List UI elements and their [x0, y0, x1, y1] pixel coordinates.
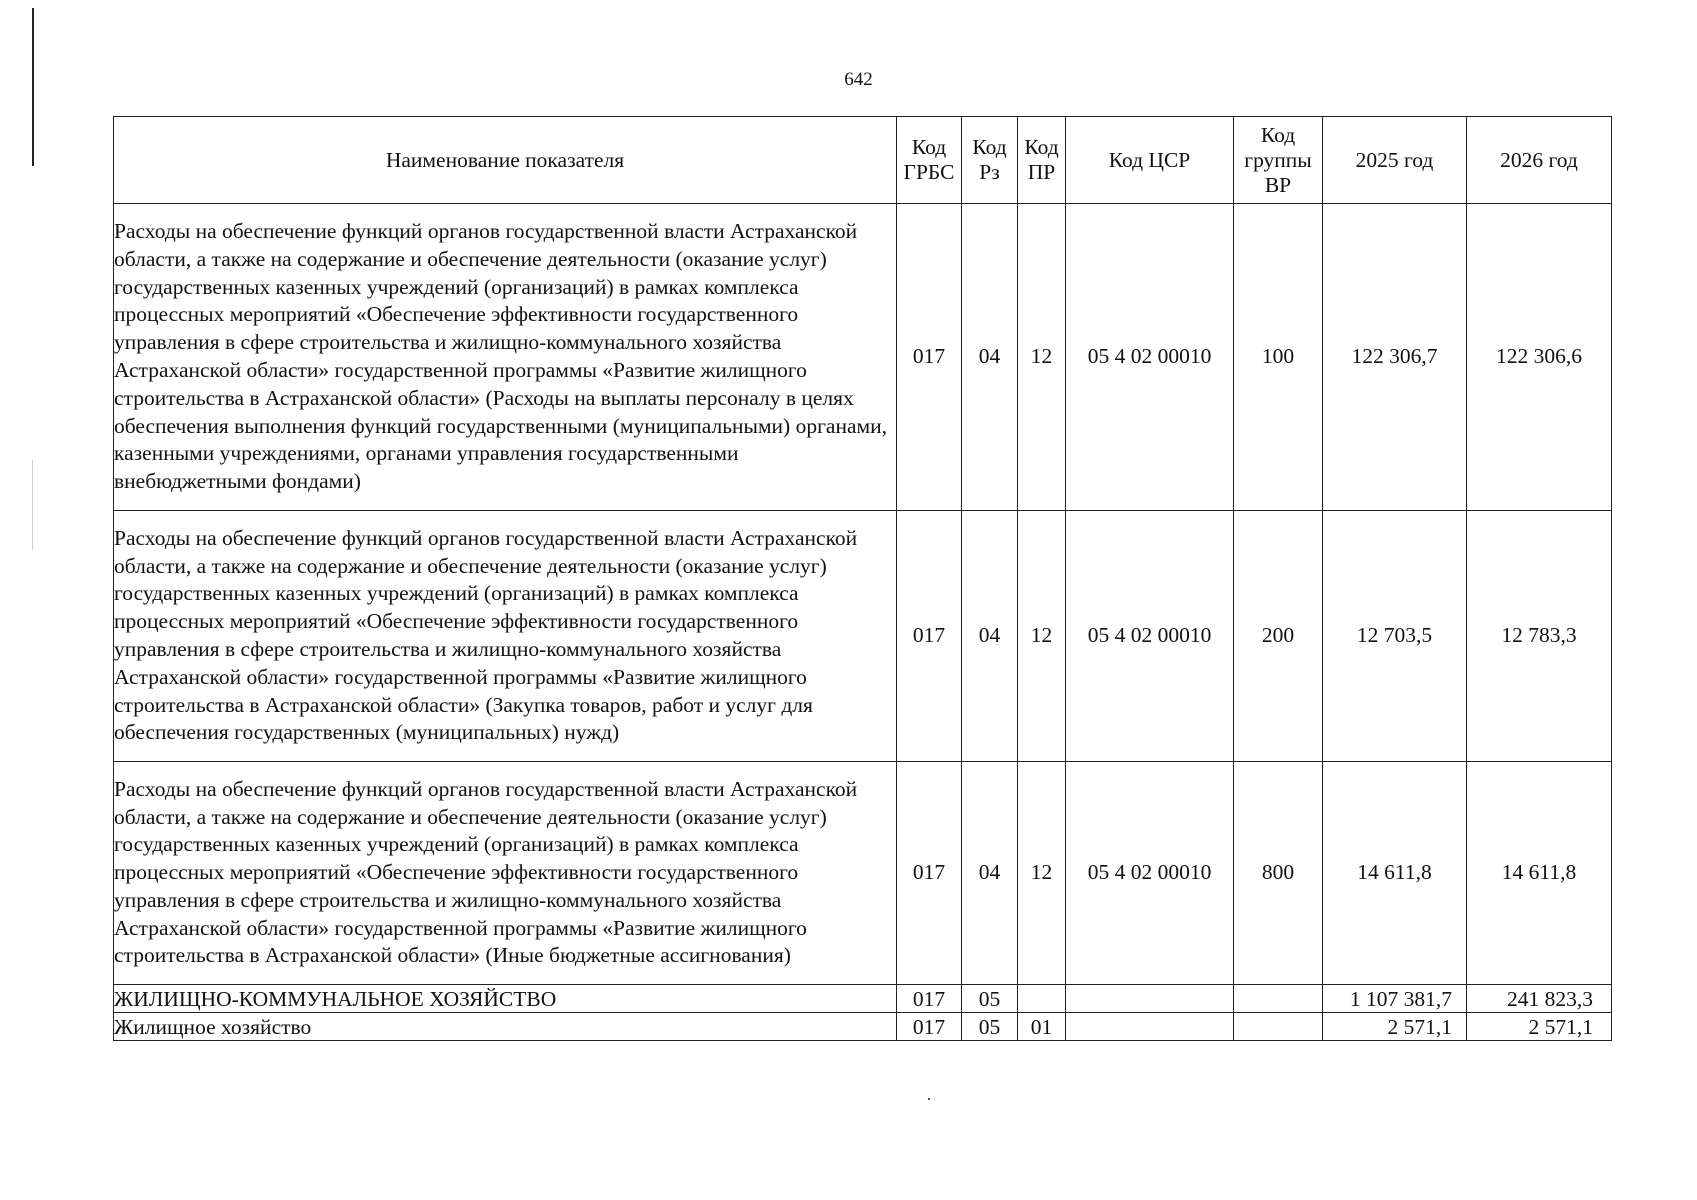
scan-margin-mark	[32, 460, 33, 550]
row-csr	[1066, 1013, 1234, 1041]
row-2026: 14 611,8	[1467, 762, 1612, 985]
row-2025: 12 703,5	[1323, 511, 1467, 762]
row-grbs: 017	[897, 204, 962, 511]
row-pr: 12	[1018, 204, 1066, 511]
header-csr: Код ЦСР	[1066, 117, 1234, 204]
row-vr: 800	[1234, 762, 1323, 985]
budget-table	[113, 116, 1612, 1041]
row-name: ЖИЛИЩНО-КОММУНАЛЬНОЕ ХОЗЯЙСТВО	[114, 985, 897, 1013]
row-2025: 14 611,8	[1323, 762, 1467, 985]
row-vr	[1234, 985, 1323, 1013]
row-vr: 200	[1234, 511, 1323, 762]
table-header-row	[114, 117, 1612, 204]
row-csr: 05 4 02 00010	[1066, 204, 1234, 511]
row-name: Расходы на обеспечение функций органов государственной власти Астраханской области, а также на содержание и обеспечение деятельности (оказание услуг) государственных казенных учреждений (организаций) в рамках комплекса процессных мероприятий «Обеспечение эффективности государственного управления в сфере строительства и жилищно-коммунального хозяйства Астраханской области» государственной программы «Развитие жилищного строительства в Астраханской области» (Иные бюджетные ассигнования)	[114, 762, 897, 985]
row-rz: 05	[962, 1013, 1018, 1041]
header-rz: Код Рз	[962, 117, 1018, 204]
row-grbs: 017	[897, 1013, 962, 1041]
row-pr: 12	[1018, 511, 1066, 762]
page-number: 642	[844, 69, 873, 90]
row-2025: 2 571,1	[1323, 1013, 1467, 1041]
row-vr: 100	[1234, 204, 1323, 511]
scan-speck	[928, 1098, 930, 1100]
row-name: Жилищное хозяйство	[114, 1013, 897, 1041]
row-rz: 04	[962, 204, 1018, 511]
row-2025: 1 107 381,7	[1323, 985, 1467, 1013]
row-csr	[1066, 985, 1234, 1013]
row-2026: 12 783,3	[1467, 511, 1612, 762]
header-2026: 2026 год	[1467, 117, 1612, 204]
row-grbs: 017	[897, 762, 962, 985]
row-pr: 01	[1018, 1013, 1066, 1041]
row-pr	[1018, 985, 1066, 1013]
table-row	[114, 204, 1612, 511]
table-row	[114, 1013, 1612, 1041]
table-row	[114, 511, 1612, 762]
header-vr: Код группы ВР	[1234, 117, 1323, 204]
row-name: Расходы на обеспечение функций органов государственной власти Астраханской области, а также на содержание и обеспечение деятельности (оказание услуг) государственных казенных учреждений (организаций) в рамках комплекса процессных мероприятий «Обеспечение эффективности государственного управления в сфере строительства и жилищно-коммунального хозяйства Астраханской области» государственной программы «Развитие жилищного строительства в Астраханской области» (Закупка товаров, работ и услуг для обеспечения государственных (муниципальных) нужд)	[114, 511, 897, 762]
row-pr: 12	[1018, 762, 1066, 985]
row-csr: 05 4 02 00010	[1066, 762, 1234, 985]
row-2025: 122 306,7	[1323, 204, 1467, 511]
table-row	[114, 762, 1612, 985]
row-name: Расходы на обеспечение функций органов государственной власти Астраханской области, а также на содержание и обеспечение деятельности (оказание услуг) государственных казенных учреждений (организаций) в рамках комплекса процессных мероприятий «Обеспечение эффективности государственного управления в сфере строительства и жилищно-коммунального хозяйства Астраханской области» государственной программы «Развитие жилищного строительства в Астраханской области» (Расходы на выплаты персоналу в целях обеспечения выполнения функций государственными (муниципальными) органами, казенными учреждениями, органами управления государственными внебюджетными фондами)	[114, 204, 897, 511]
header-name: Наименование показателя	[114, 117, 897, 204]
table-row	[114, 985, 1612, 1013]
row-rz: 05	[962, 985, 1018, 1013]
header-2025: 2025 год	[1323, 117, 1467, 204]
row-2026: 241 823,3	[1467, 985, 1612, 1013]
header-grbs: Код ГРБС	[897, 117, 962, 204]
row-rz: 04	[962, 762, 1018, 985]
header-pr: Код ПР	[1018, 117, 1066, 204]
row-rz: 04	[962, 511, 1018, 762]
row-2026: 2 571,1	[1467, 1013, 1612, 1041]
row-grbs: 017	[897, 511, 962, 762]
row-grbs: 017	[897, 985, 962, 1013]
row-csr: 05 4 02 00010	[1066, 511, 1234, 762]
row-vr	[1234, 1013, 1323, 1041]
row-2026: 122 306,6	[1467, 204, 1612, 511]
